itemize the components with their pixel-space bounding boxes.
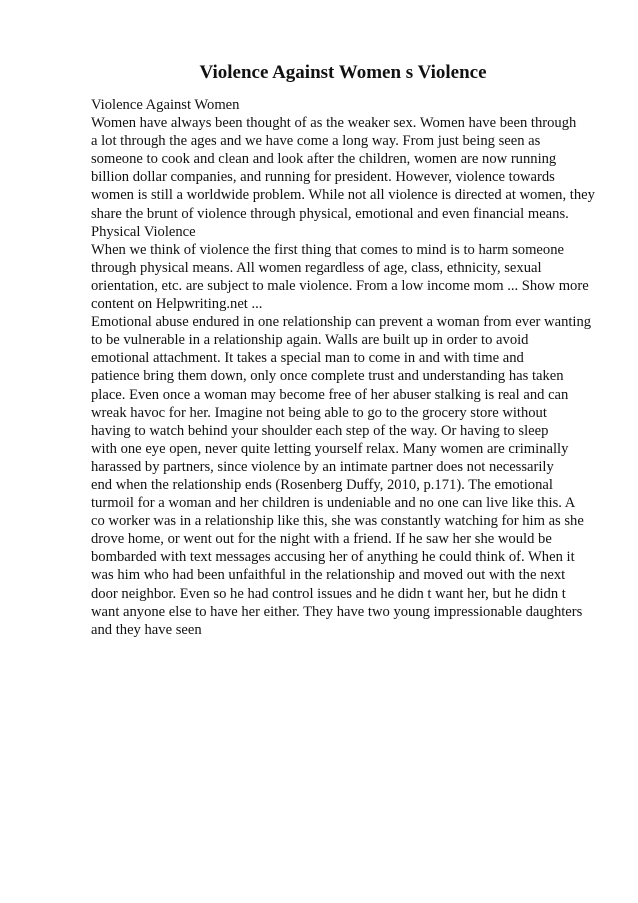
body-line: drove home, or went out for the night with a friend. If he saw her she would be <box>91 531 552 548</box>
body-line: a lot through the ages and we have come a long way. From just being seen as <box>91 133 541 150</box>
document-body <box>91 96 611 639</box>
body-line: place. Even once a woman may become free of her abuser stalking is real and can <box>91 386 569 403</box>
heading-physical-violence: Physical Violence <box>91 223 196 240</box>
heading-violence-against-women: Violence Against Women <box>91 97 240 113</box>
body-line: someone to cook and clean and look after the children, women are now running <box>91 151 557 168</box>
body-line: content on Helpwriting.net ... <box>91 296 263 313</box>
body-line: co worker was in a relationship like this, she was constantly watching for him as she <box>91 513 584 530</box>
body-line: and they have seen <box>91 621 202 638</box>
body-line: Emotional abuse endured in one relationship can prevent a woman from ever wanting <box>91 314 592 331</box>
body-line: wreak havoc for her. Imagine not being able to go to the grocery store without <box>91 404 547 421</box>
body-line: orientation, etc. are subject to male violence. From a low income mom ... Show more <box>91 277 589 294</box>
body-line: Women have always been thought of as the weaker sex. Women have been through <box>91 115 577 132</box>
body-line: share the brunt of violence through physical, emotional and even financial means. <box>91 205 569 222</box>
body-line: turmoil for a woman and her children is undeniable and no one can live like this. A <box>91 495 576 512</box>
body-line: having to watch behind your shoulder each step of the way. Or having to sleep <box>91 422 549 439</box>
body-line: end when the relationship ends (Rosenberg Duffy, 2010, p.171). The emotional <box>91 476 553 493</box>
body-line: billion dollar companies, and running for president. However, violence towards <box>91 169 555 186</box>
body-line: was him who had been unfaithful in the relationship and moved out with the next <box>91 567 566 584</box>
body-line: emotional attachment. It takes a special man to come in and with time and <box>91 350 524 367</box>
body-line: When we think of violence the first thing that comes to mind is to harm someone <box>91 241 564 258</box>
body-line: to be vulnerable in a relationship again. Walls are built up in order to avoid <box>91 332 529 349</box>
body-line: women is still a worldwide problem. While not all violence is directed at women, they <box>91 187 595 204</box>
body-line: with one eye open, never quite letting yourself relax. Many women are criminally <box>91 440 569 457</box>
body-line: bombarded with text messages accusing her of anything he could think of. When it <box>91 549 575 566</box>
body-line: door neighbor. Even so he had control issues and he didn t want her, but he didn t <box>91 585 566 602</box>
body-line: harassed by partners, since violence by an intimate partner does not necessarily <box>91 458 554 475</box>
document-title: Violence Against Women s Violence <box>199 62 487 83</box>
body-line: through physical means. All women regardless of age, class, ethnicity, sexual <box>91 259 542 276</box>
body-line: want anyone else to have her either. They have two young impressionable daughters <box>91 603 583 620</box>
body-line: patience bring them down, only once complete trust and understanding has taken <box>91 368 564 385</box>
